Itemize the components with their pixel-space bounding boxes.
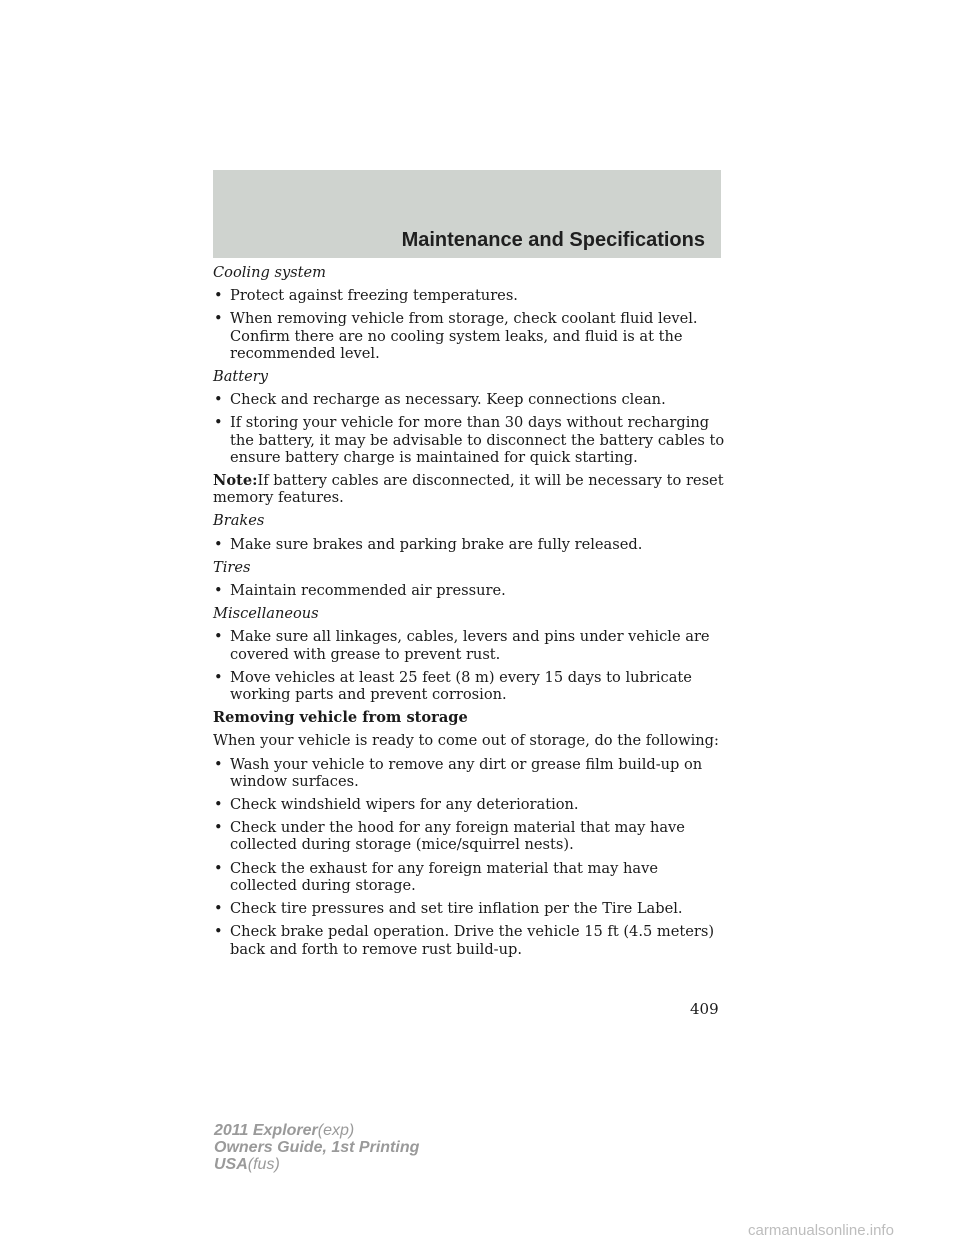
section-title: Maintenance and Specifications [401,229,705,251]
list-item: • Maintain recommended air pressure. [214,582,506,600]
list-item: • Check windshield wipers for any deterioration. [214,796,579,814]
bullet-icon: • [214,287,223,305]
footer-line-3: USA(fus) [214,1156,280,1173]
list-item: • Make sure all linkages, cables, levers and pins under vehicle are covered with grease to prevent rust. [214,628,710,663]
bullet-icon: • [214,628,223,646]
note-paragraph [213,472,728,506]
bullet-icon: • [214,923,223,941]
bullet-icon: • [214,535,223,553]
note-label: Note: [213,472,258,490]
bullet-icon: • [214,819,223,837]
bullet-icon: • [214,414,223,432]
bullet-icon: • [214,310,223,328]
section-header-band [213,170,721,258]
list-item: • Check under the hood for any foreign material that may have collected during storage (mice/squirrel nests). [214,819,685,854]
bullet-icon: • [214,859,223,877]
bullet-icon: • [214,900,223,918]
footer-line-2: Owners Guide, 1st Printing [214,1139,420,1156]
page-content [213,264,728,964]
bullet-icon: • [214,391,223,409]
watermark: carmanualsonline.info [748,1222,894,1239]
note-text: If battery cables are disconnected, it will be necessary to reset memory features. [213,472,724,507]
subheading-battery: Battery [213,368,269,386]
bullet-icon: • [214,582,223,600]
list-item: • Check and recharge as necessary. Keep connections clean. [214,391,666,409]
list-item: • Move vehicles at least 25 feet (8 m) every 15 days to lubricate working parts and prevent corrosion. [214,668,692,704]
subheading-miscellaneous: Miscellaneous [213,605,319,623]
subheading-cooling-system: Cooling system [213,264,327,281]
page-number: 409 [690,1000,719,1018]
bullet-icon: • [214,668,223,686]
list-item: • When removing vehicle from storage, check coolant fluid level. Confirm there are no cooling system leaks, and fluid is at the recommended level. [214,310,698,362]
list-item: • Check brake pedal operation. Drive the vehicle 15 ft (4.5 meters) back and forth to remove rust build-up. [214,923,715,958]
bullet-icon: • [214,755,223,773]
list-item: • Make sure brakes and parking brake are fully released. [214,535,643,553]
section-heading-removing: Removing vehicle from storage [213,709,468,727]
list-item: • Check the exhaust for any foreign material that may have collected during storage. [214,859,658,894]
list-item: • Check tire pressures and set tire inflation per the Tire Label. [214,900,683,918]
footer-line-1: 2011 Explorer(exp) [214,1122,355,1139]
removing-intro: When your vehicle is ready to come out of storage, do the following: [213,732,719,750]
footer-print-info [214,1122,419,1173]
list-item: • Wash your vehicle to remove any dirt or grease film build-up on window surfaces. [214,755,703,790]
list-item: • Protect against freezing temperatures. [214,287,518,305]
subheading-tires: Tires [213,558,251,576]
bullet-icon: • [214,796,223,814]
subheading-brakes: Brakes [213,512,265,530]
list-item: • If storing your vehicle for more than 30 days without recharging the battery, it may be advisable to disconnect the battery cables to ensure battery charge is maintained for quick starting. [214,414,725,466]
